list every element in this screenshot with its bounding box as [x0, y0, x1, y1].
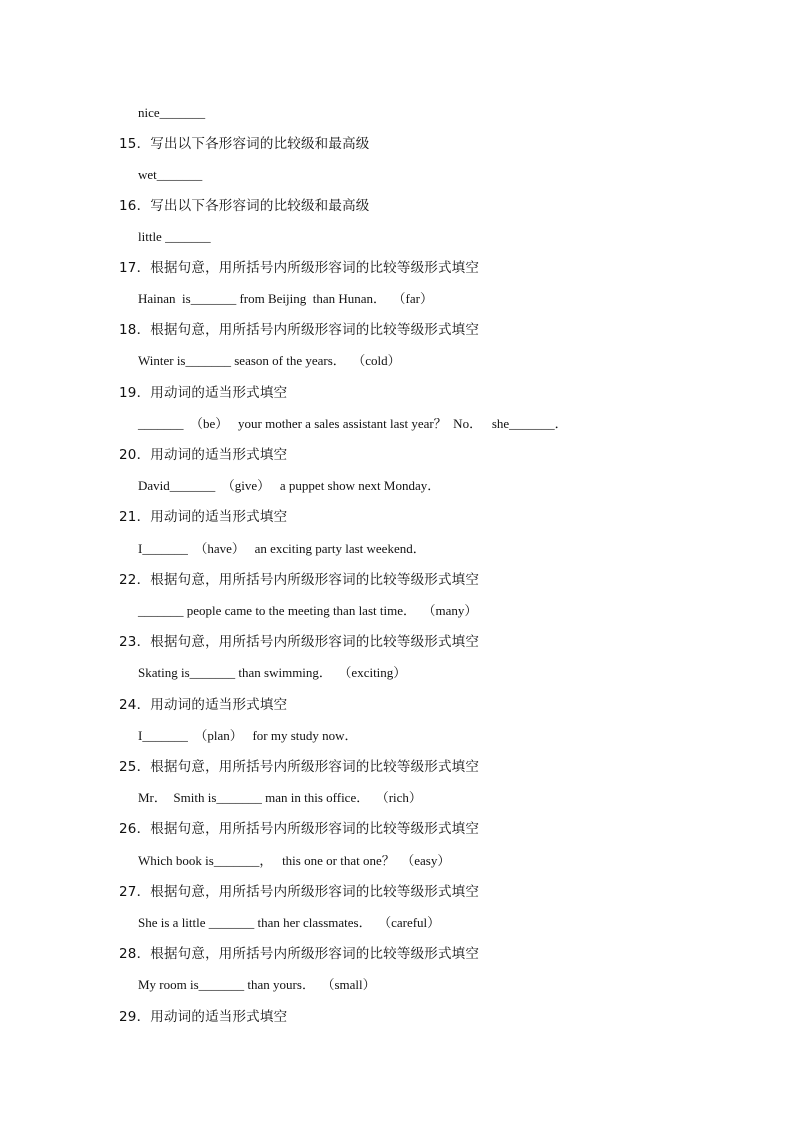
question-29: 29．用动词的适当形式填空	[119, 1009, 288, 1025]
answer-line-15: wet_______	[138, 167, 203, 182]
question-22: 22．根据句意，用所括号内所级形容词的比较等级形式填空	[119, 572, 480, 588]
answer-line-27: She is a little _______ than her classmates． （careful）	[138, 915, 441, 930]
answer-line-21: I_______ （have） an exciting party last weekend．	[138, 541, 426, 556]
question-27: 27．根据句意，用所括号内所级形容词的比较等级形式填空	[119, 884, 480, 900]
answer-line-23: Skating is_______ than swimming． （exciting）	[138, 665, 407, 680]
question-15: 15．写出以下各形容词的比较级和最高级	[119, 136, 370, 152]
question-19: 19．用动词的适当形式填空	[119, 385, 288, 401]
question-21: 21．用动词的适当形式填空	[119, 509, 288, 525]
question-28: 28．根据句意，用所括号内所级形容词的比较等级形式填空	[119, 946, 480, 962]
answer-line-28: My room is_______ than yours． （small）	[138, 977, 376, 992]
answer-line-26: Which book is_______， this one or that one？ （easy）	[138, 853, 451, 868]
question-24: 24．用动词的适当形式填空	[119, 697, 288, 713]
question-20: 20．用动词的适当形式填空	[119, 447, 288, 463]
answer-line-20: David_______ （give） a puppet show next Monday．	[138, 478, 441, 493]
question-23: 23．根据句意，用所括号内所级形容词的比较等级形式填空	[119, 634, 480, 650]
answer-line-19: _______ （be） your mother a sales assistant last year？ No． she_______．	[138, 416, 568, 431]
answer-line-18: Winter is_______ season of the years． （cold）	[138, 353, 401, 368]
answer-line-22: _______ people came to the meeting than last time． （many）	[138, 603, 478, 618]
question-16: 16．写出以下各形容词的比较级和最高级	[119, 198, 370, 214]
answer-line-25: Mr． Smith is_______ man in this office． （rich）	[138, 790, 422, 805]
answer-line-24: I_______ （plan） for my study now．	[138, 728, 358, 743]
question-18: 18．根据句意，用所括号内所级形容词的比较等级形式填空	[119, 322, 480, 338]
question-17: 17．根据句意，用所括号内所级形容词的比较等级形式填空	[119, 260, 480, 276]
question-26: 26．根据句意，用所括号内所级形容词的比较等级形式填空	[119, 821, 480, 837]
answer-line-17: Hainan is_______ from Beijing than Hunan． （far）	[138, 291, 433, 306]
answer-line-16: little _______	[138, 229, 211, 244]
question-25: 25．根据句意，用所括号内所级形容词的比较等级形式填空	[119, 759, 480, 775]
answer-line-nice: nice_______	[138, 105, 206, 120]
